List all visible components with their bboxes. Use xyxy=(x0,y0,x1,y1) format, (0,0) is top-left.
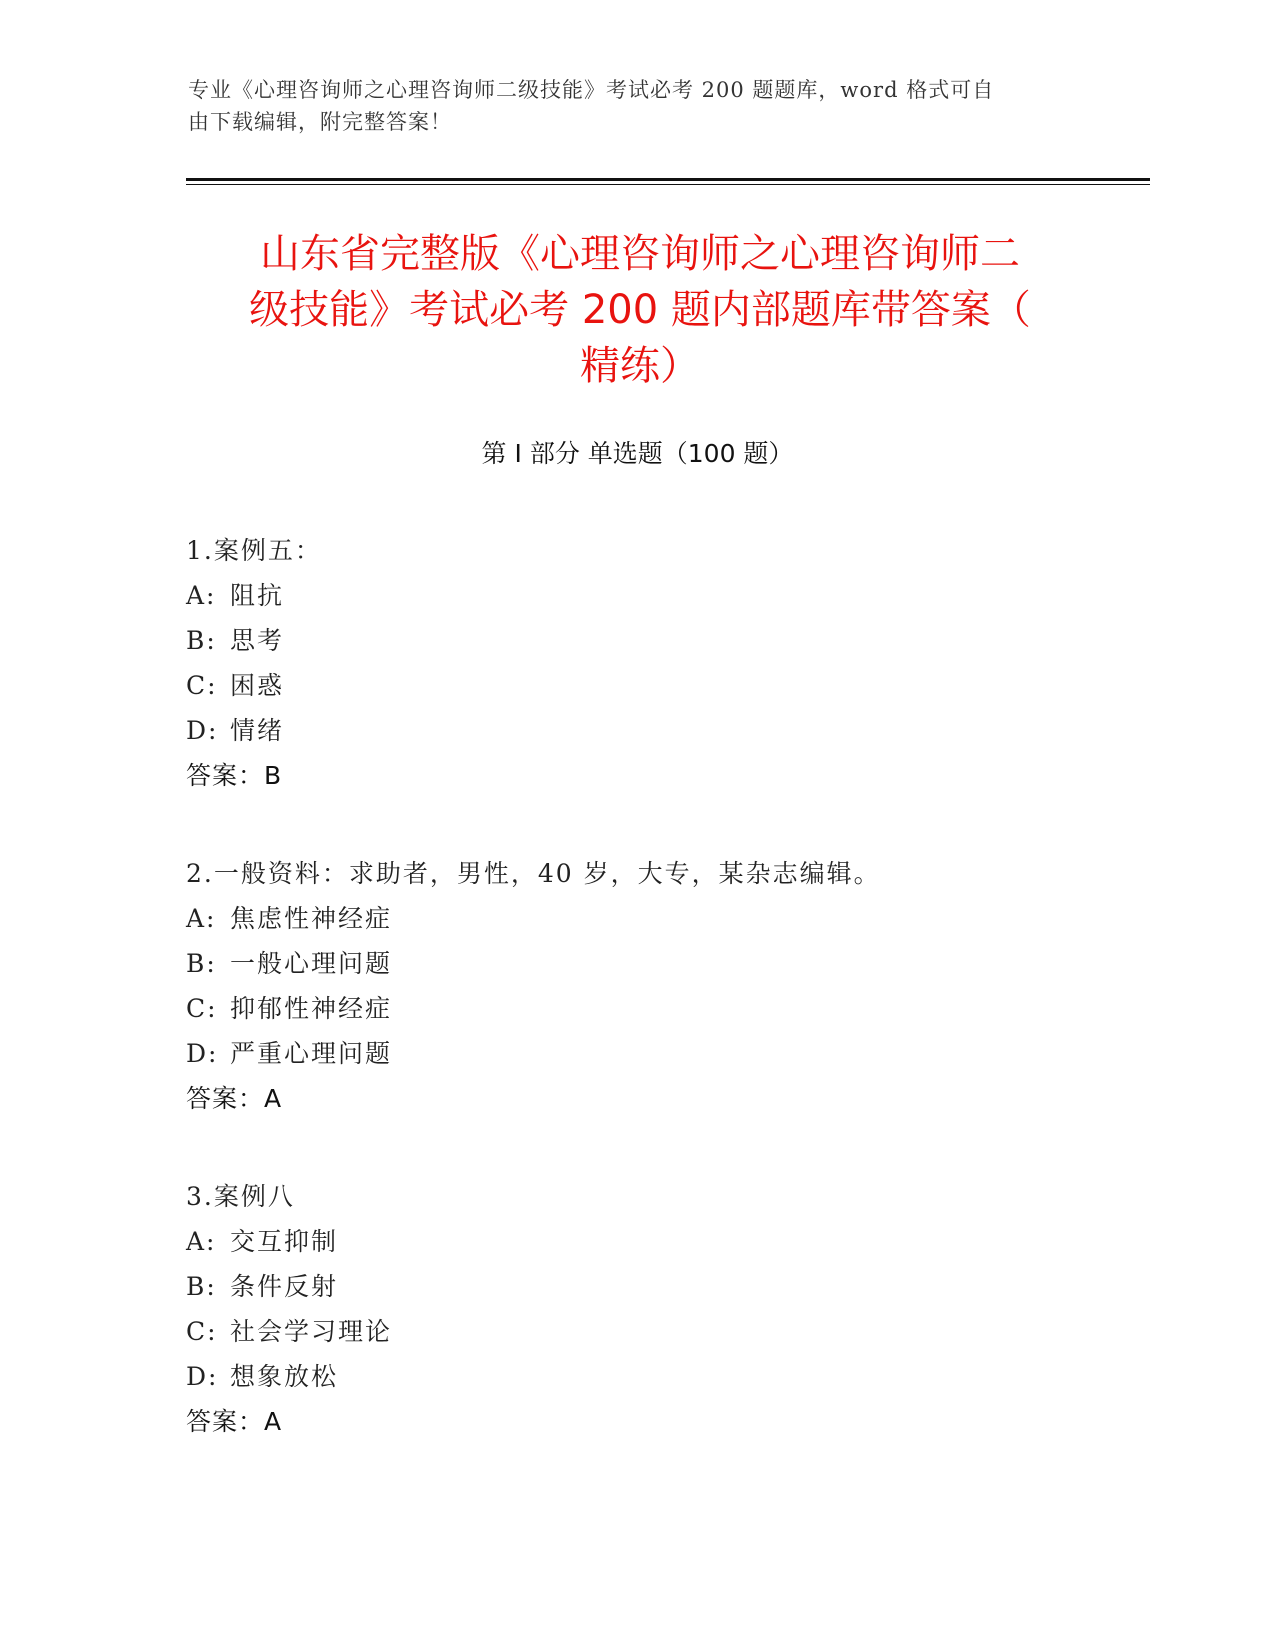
option-a xyxy=(186,1219,1086,1264)
option-letter: A: xyxy=(186,1227,217,1256)
option-text: 条件反射 xyxy=(230,1272,339,1301)
option-text: 情绪 xyxy=(230,716,285,745)
option-text: 困惑 xyxy=(230,671,285,700)
answer-line: 答案：B xyxy=(186,761,283,790)
header-divider-thick xyxy=(186,178,1150,181)
option-letter: C: xyxy=(186,671,218,700)
option-a xyxy=(186,573,1086,618)
intro-line-1: 专业《心理咨询师之心理咨询师二级技能》考试必考 200 题题库，word 格式可自 xyxy=(188,78,995,102)
option-letter: C: xyxy=(186,994,218,1023)
option-letter: D: xyxy=(186,1039,219,1068)
option-letter: A: xyxy=(186,581,217,610)
option-text: 焦虑性神经症 xyxy=(230,904,393,933)
option-letter: D: xyxy=(186,1362,219,1391)
option-text: 阻抗 xyxy=(230,581,285,610)
option-text: 严重心理问题 xyxy=(230,1039,393,1068)
question-stem: 1.案例五： xyxy=(186,536,322,565)
option-c xyxy=(186,1309,1086,1354)
section-heading: 第 I 部分 单选题（100 题） xyxy=(481,439,794,468)
question-3 xyxy=(186,1174,1086,1444)
option-c xyxy=(186,986,1086,1031)
answer-line: 答案：A xyxy=(186,1084,283,1113)
option-b xyxy=(186,618,1086,663)
option-text: 交互抑制 xyxy=(230,1227,339,1256)
option-d xyxy=(186,1031,1086,1076)
option-letter: B: xyxy=(186,949,217,978)
document-title xyxy=(190,226,1090,394)
option-text: 抑郁性神经症 xyxy=(230,994,393,1023)
option-letter: B: xyxy=(186,1272,217,1301)
intro-line-2: 由下载编辑，附完整答案！ xyxy=(188,110,452,134)
option-letter: C: xyxy=(186,1317,218,1346)
question-stem: 3.案例八 xyxy=(186,1182,295,1211)
option-a xyxy=(186,896,1086,941)
question-1 xyxy=(186,528,1086,798)
option-b xyxy=(186,1264,1086,1309)
option-letter: D: xyxy=(186,716,219,745)
title-line-1: 山东省完整版《心理咨询师之心理咨询师二 xyxy=(260,231,1020,277)
option-letter: A: xyxy=(186,904,217,933)
option-d xyxy=(186,708,1086,753)
option-d xyxy=(186,1354,1086,1399)
option-text: 思考 xyxy=(230,626,285,655)
question-list xyxy=(186,528,1086,1497)
option-b xyxy=(186,941,1086,986)
option-c xyxy=(186,663,1086,708)
intro-text xyxy=(188,74,1068,138)
option-letter: B: xyxy=(186,626,217,655)
title-line-2: 级技能》考试必考 200 题内部题库带答案（ xyxy=(249,287,1031,333)
option-text: 社会学习理论 xyxy=(230,1317,393,1346)
option-text: 想象放松 xyxy=(230,1362,339,1391)
answer-line: 答案：A xyxy=(186,1407,283,1436)
header-divider-thin xyxy=(186,184,1150,185)
question-stem: 2.一般资料：求助者，男性，40 岁，大专，某杂志编辑。 xyxy=(186,859,881,888)
option-text: 一般心理问题 xyxy=(230,949,393,978)
title-line-3: 精练） xyxy=(580,343,700,389)
question-2 xyxy=(186,851,1086,1121)
